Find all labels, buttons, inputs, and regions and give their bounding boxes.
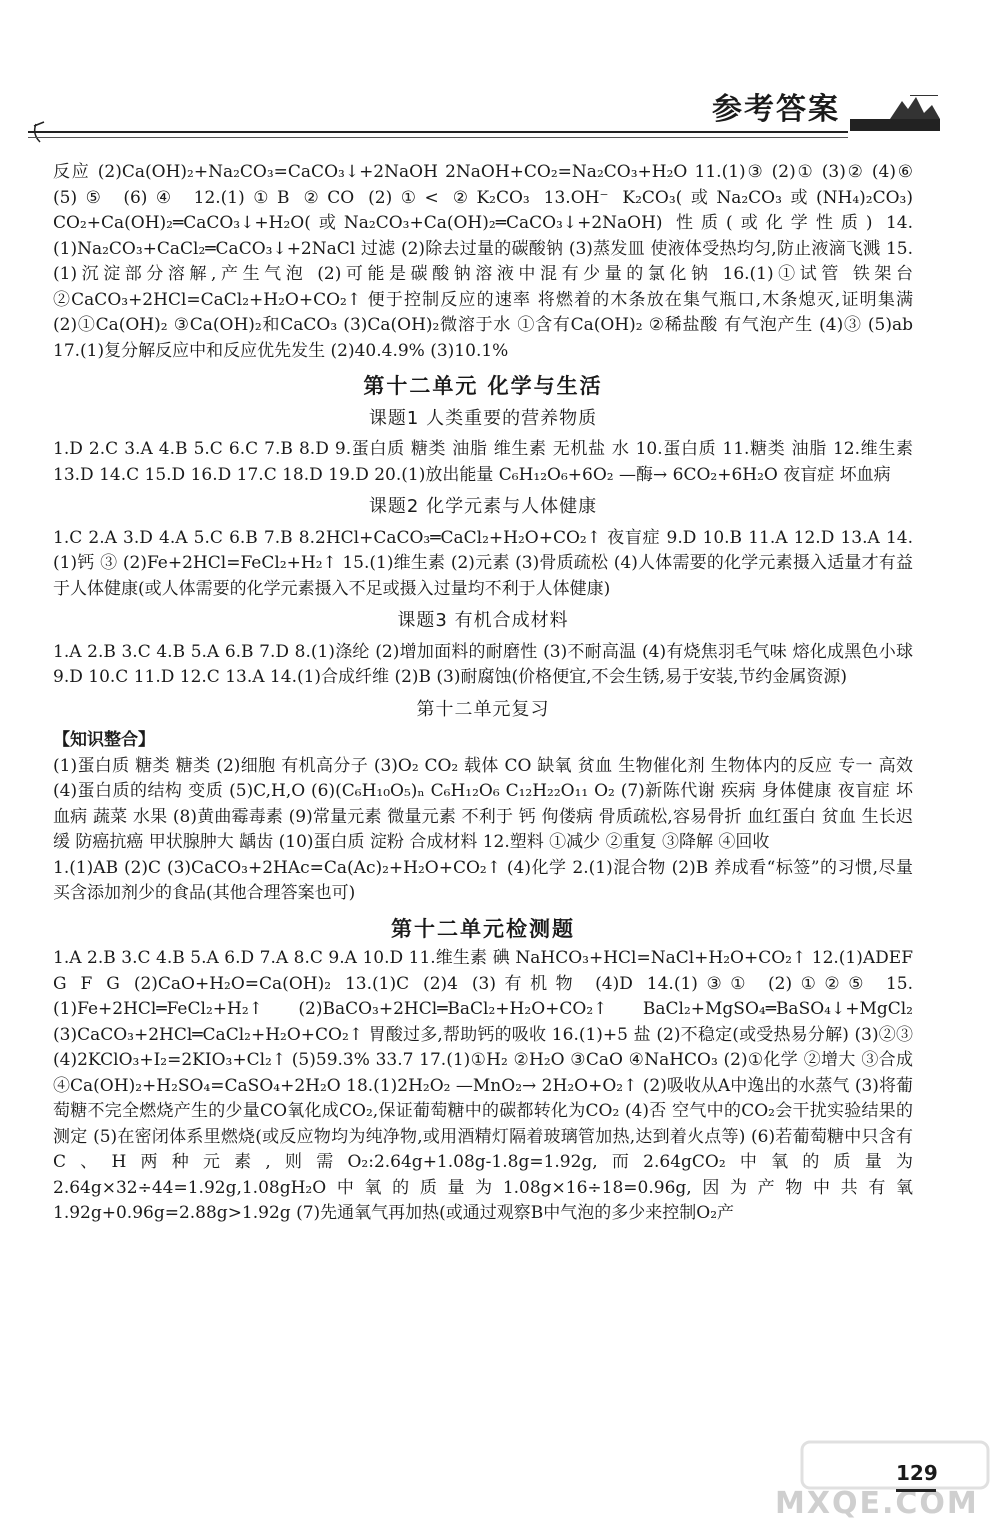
header-hook-ornament bbox=[30, 120, 60, 150]
header-decoration bbox=[850, 95, 945, 140]
section-heading: 课题2 化学元素与人体健康 bbox=[368, 496, 598, 517]
answer-paragraph: (1)蛋白质 糖类 糖类 (2)细胞 有机高分子 (3)O₂ CO₂ 载体 CO 缺氧 贫血 生物催化剂 生物体内的反应 专一 高效 (4)蛋白质的结构 变质 (5)C,H,O (6)(C₆H₁₀O₅)ₙ C₆H₁₂O₆ C₁₂H₂₂O₁₁ O₂ (7)新陈代谢 疾病 身体健康 夜盲症 坏血病 蔬菜 水果 (8)黄曲霉毒素 (9)常量元素 微量元素 不利于 钙 佝偻病 骨质疏松,容易骨折 血红蛋白 贫血 生长迟缓 防癌抗癌 甲状腺肿大 龋齿 (10)蛋白质 淀粉 合成材料 12.塑料 ①减少 ②重复 ③降解 ④回收 bbox=[53, 755, 913, 852]
section-tag: 【知识整合】 bbox=[53, 730, 155, 750]
header-rule bbox=[28, 131, 848, 133]
section-heading: 课题3 有机合成材料 bbox=[397, 610, 569, 631]
unit-heading: 第十二单元检测题 bbox=[391, 916, 575, 941]
watermark-url: MXQE.COM bbox=[775, 1486, 979, 1521]
page-number: 129 bbox=[896, 1457, 936, 1492]
answer-paragraph: 1.(1)AB (2)C (3)CaCO₃+2HAc=Ca(Ac)₂+H₂O+CO₂↑ (4)化学 2.(1)混合物 (2)B 养成看“标签”的习惯,尽量买含添加剂少的食品(其他合理答案也可) bbox=[53, 857, 913, 903]
answer-content bbox=[53, 160, 913, 1227]
answer-paragraph: 1.A 2.B 3.C 4.B 5.A 6.B 7.D 8.(1)涤纶 (2)增加面料的耐磨性 (3)不耐高温 (4)有烧焦羽毛气味 熔化成黑色小球 9.D 10.C 11.D 12.C 13.A 14.(1)合成纤维 (2)B (3)耐腐蚀(价格便宜,不会生锈,易于安装,节约金属资源) bbox=[53, 641, 913, 687]
section-heading: 第十二单元复习 bbox=[416, 698, 550, 720]
answer-paragraph: 反应 (2)Ca(OH)₂+Na₂CO₃=CaCO₃↓+2NaOH 2NaOH+CO₂=Na₂CO₃+H₂O 11.(1)③ (2)① (3)② (4)⑥ (5)⑤ (6)④ 12.(1)①B ②CO (2)①< ②K₂CO₃ 13.OH⁻ K₂CO₃(或Na₂CO₃或(NH₄)₂CO₃) CO₂+Ca(OH)₂═CaCO₃↓+H₂O(或Na₂CO₃+Ca(OH)₂═CaCO₃↓+2NaOH) 性质(或化学性质) 14.(1)Na₂CO₃+CaCl₂═CaCO₃↓+2NaCl 过滤 (2)除去过量的碳酸钠 (3)蒸发皿 使液体受热均匀,防止液滴飞溅 15.(1)沉淀部分溶解,产生气泡 (2)可能是碳酸钠溶液中混有少量的氯化钠 16.(1)①试管 铁架台 ②CaCO₃+2HCl=CaCl₂+H₂O+CO₂↑ 便于控制反应的速率 将燃着的木条放在集气瓶口,木条熄灭,证明集满 (2)①Ca(OH)₂ ③Ca(OH)₂和CaCO₃ (3)Ca(OH)₂微溶于水 ①含有Ca(OH)₂ ②稀盐酸 有气泡产生 (4)③ (5)ab 17.(1)复分解反应中和反应优先发生 (2)40.4.9% (3)10.1% bbox=[53, 162, 913, 361]
header-title: 参考答案 bbox=[712, 92, 840, 127]
answer-paragraph: 1.C 2.A 3.D 4.A 5.C 6.B 7.B 8.2HCl+CaCO₃═CaCl₂+H₂O+CO₂↑ 夜盲症 9.D 10.B 11.A 12.D 13.A 14.(1)钙 ③ (2)Fe+2HCl=FeCl₂+H₂↑ 15.(1)维生素 (2)元素 (3)骨质疏松 (4)人体需要的化学元素摄入适量才有益于人体健康(或人体需要的化学元素摄入不足或摄入过量均不利于人体健康) bbox=[53, 527, 913, 599]
answer-paragraph: 1.A 2.B 3.C 4.B 5.A 6.D 7.A 8.C 9.A 10.D 11.维生素 碘 NaHCO₃+HCl=NaCl+H₂O+CO₂↑ 12.(1)ADEF G F G (2)CaO+H₂O=Ca(OH)₂ 13.(1)C (2)4 (3)有机物 (4)D 14.(1)③① (2)①②⑤ 15.(1)Fe+2HCl═FeCl₂+H₂↑ (2)BaCO₃+2HCl═BaCl₂+H₂O+CO₂↑ BaCl₂+MgSO₄═BaSO₄↓+MgCl₂ (3)CaCO₃+2HCl═CaCl₂+H₂O+CO₂↑ 胃酸过多,帮助钙的吸收 16.(1)+5 盐 (2)不稳定(或受热易分解) (3)②③ (4)2KClO₃+I₂=2KIO₃+Cl₂↑ (5)59.3% 33.7 17.(1)①H₂ ②H₂O ③CaO ④NaHCO₃ (2)①化学 ②增大 ③合成 ④Ca(OH)₂+H₂SO₄=CaSO₄+2H₂O 18.(1)2H₂O₂ —MnO₂→ 2H₂O+O₂↑ (2)吸收从A中逸出的水蒸气 (3)将葡萄糖不完全燃烧产生的少量CO氧化成CO₂,保证葡萄糖中的碳都转化为CO₂ (4)否 空气中的CO₂会干扰实验结果的测定 (5)在密闭体系里燃烧(或反应物均为纯净物,或用酒精灯隔着玻璃管加热,达到着火点等) (6)若葡萄糖中只含有C、H两种元素,则需O₂:2.64g+1.08g-1.8g=1.92g,而2.64gCO₂中氧的质量为2.64g×32÷44=1.92g,1.08gH₂O中氧的质量为1.08g×16÷18=0.96g,因为产物中共有氧1.92g+0.96g=2.88g>1.92g (7)先通氧气再加热(或通过观察B中气泡的多少来控制O₂产 bbox=[53, 948, 913, 1223]
header-rule-thin bbox=[28, 137, 848, 138]
answer-paragraph: 1.D 2.C 3.A 4.B 5.C 6.C 7.B 8.D 9.蛋白质 糖类 油脂 维生素 无机盐 水 10.蛋白质 11.糖类 油脂 12.维生素 13.D 14.C 15.D 16.D 17.C 18.D 19.D 20.(1)放出能量 C₆H₁₂O₆+6O₂ —酶→ 6CO₂+6H₂O 夜盲症 坏血病 bbox=[53, 439, 913, 485]
page-header bbox=[0, 0, 1000, 160]
section-heading: 课题1 人类重要的营养物质 bbox=[368, 407, 598, 429]
unit-heading: 第十二单元 化学与生活 bbox=[363, 374, 603, 398]
